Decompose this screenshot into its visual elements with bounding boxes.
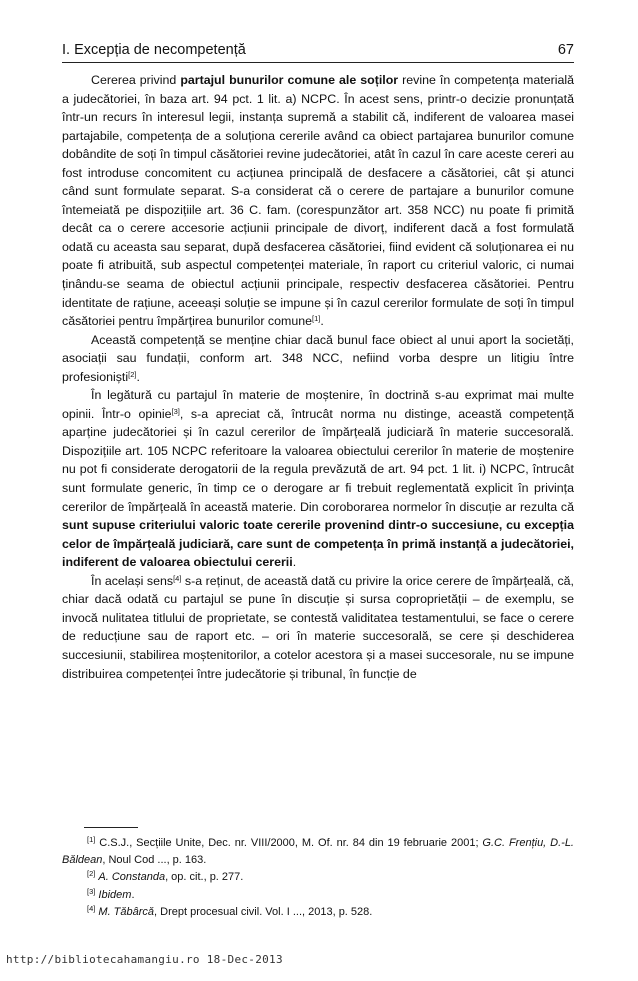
footnote-ref-2[interactable]: [2] — [128, 369, 137, 379]
page-number: 67 — [557, 42, 574, 58]
paragraph-2: Această competență se menține chiar dacă bunul face obiect al unui aport la societăți, asociații sau fundații, conform art. 348 NCC, nefiind vorba despre un litigiu între profesioniști[2]. — [62, 332, 574, 384]
running-header — [62, 42, 574, 58]
main-text — [62, 71, 574, 683]
bold-phrase: sunt supuse criteriului valoric toate cererile provenind dintr-o succesiune, cu excepția celor de împărțeală judiciară, care sunt de competența în primă instanță a judecătoriei, indiferent de valoarea obiectului cererii — [62, 518, 574, 570]
footnote-4: [4] M. Tăbârcă, Drept procesual civil. Vol. I ..., 2013, p. 528. — [87, 903, 373, 918]
footnote-2: [2] A. Constanda, op. cit., p. 277. — [87, 869, 244, 884]
header-divider — [62, 62, 574, 63]
paragraph-1: Cererea privind partajul bunurilor comune ale soților revine în competența materială a judecătoriei, în baza art. 94 pct. 1 lit. a) NCPC. În acest sens, printr-o decizie pronunțată într-un recurs în interesul legii, instanța supremă a stabilit că, indiferent de valoarea masei partajabile, competența de a soluționa cererile având ca obiect partajarea bunurilor comune dobândite de soți în timpul căsătoriei revine judecătoriei, atât în cazul în care aceste cereri au fost introduse concomitent cu acțiunea principală de desfacere a căsătoriei, cât și atunci când sunt formulate separat. S-a considerat că o cerere de partajare a bunurilor comune întemeiată pe dispozițiile art. 36 C. fam. (corespunzător art. 358 NCC) nu poate fi primită decât ca o cerere accesorie acțiunii principale de divorț, indiferent dacă a fost formulată odată cu aceasta sau separat, după desfacerea căsătoriei, fiind evident că soluționarea ei nu poate fi atribuită, sub aspectul competenței materiale, în raport cu criteriul valoric, ci numai ținându-se seama de obiectul acțiunii principale, respectiv desfacerea căsătoriei. Pentru identitate de rațiune, aceeași soluție se impune și în cazul cererilor formulate de soți în timpul căsătoriei pentru împărțirea bunurilor comune[1]. — [62, 73, 574, 329]
source-watermark: http://bibliotecahamangiu.ro 18-Dec-2013 — [6, 953, 283, 966]
footnote-ref-3[interactable]: [3] — [171, 406, 180, 416]
footnote-ref-4[interactable]: [4] — [173, 573, 182, 583]
chapter-title: I. Excepția de necompetență — [62, 42, 246, 58]
footnote-divider — [84, 827, 138, 828]
footnote-ref-1[interactable]: [1] — [312, 314, 321, 324]
paragraph-3: În legătură cu partajul în materie de moștenire, în doctrină s-au exprimat mai multe opinii. Într-o opinie[3], s-a apreciat că, întrucât norma nu distinge, această competență aparține judecătoriei și în cazul cererilor de împărțeală judiciară în materie succesorală. Dispozițiile art. 105 NCPC referitoare la valoarea obiectului cererilor în materie de moștenire nu pot fi considerate derogatorii de la regula prevăzută de art. 94 pct. 1 lit. i) NCPC, întrucât sunt formulate generic, în timp ce o derogare ar fi trebuit reglementată explicit în privința cererilor de împărțeală în această materie. Din coroborarea normelor în discuție ar rezulta că sunt supuse criteriului valoric toate cererile provenind dintr-o succesiune, cu excepția celor de împărțeală judiciară, care sunt de competența în primă instanță a judecătoriei, indiferent de valoarea obiectului cererii. — [62, 388, 574, 570]
footnote-1: [1] C.S.J., Secțiile Unite, Dec. nr. VIII/2000, M. Of. nr. 84 din 19 februarie 2001; G.C. Frențiu, D.-L. Băldean, Noul Cod ..., p. 163. — [62, 835, 574, 867]
footnote-3: [3] Ibidem. — [87, 886, 135, 901]
paragraph-4: În același sens[4] s-a reținut, de această dată cu privire la orice cerere de împărțeală, că, chiar dacă odată cu partajul se pune în discuție și sursa coproprietății – de exemplu, se invocă nulitatea titlului de proprietate, se contestă validitatea testamentului, se face o cerere de reducțiune sau de raport etc. – ori în materie succesorală, se cere și deschiderea succesiunii, stabilirea moștenitorilor, a cotelor acestora și a masei succesorale, nu se impune distribuirea competenței între judecătorie și tribunal, în funcție de — [62, 573, 574, 681]
bold-phrase: partajul bunurilor comune ale soților — [180, 73, 399, 87]
footnotes — [62, 835, 574, 921]
